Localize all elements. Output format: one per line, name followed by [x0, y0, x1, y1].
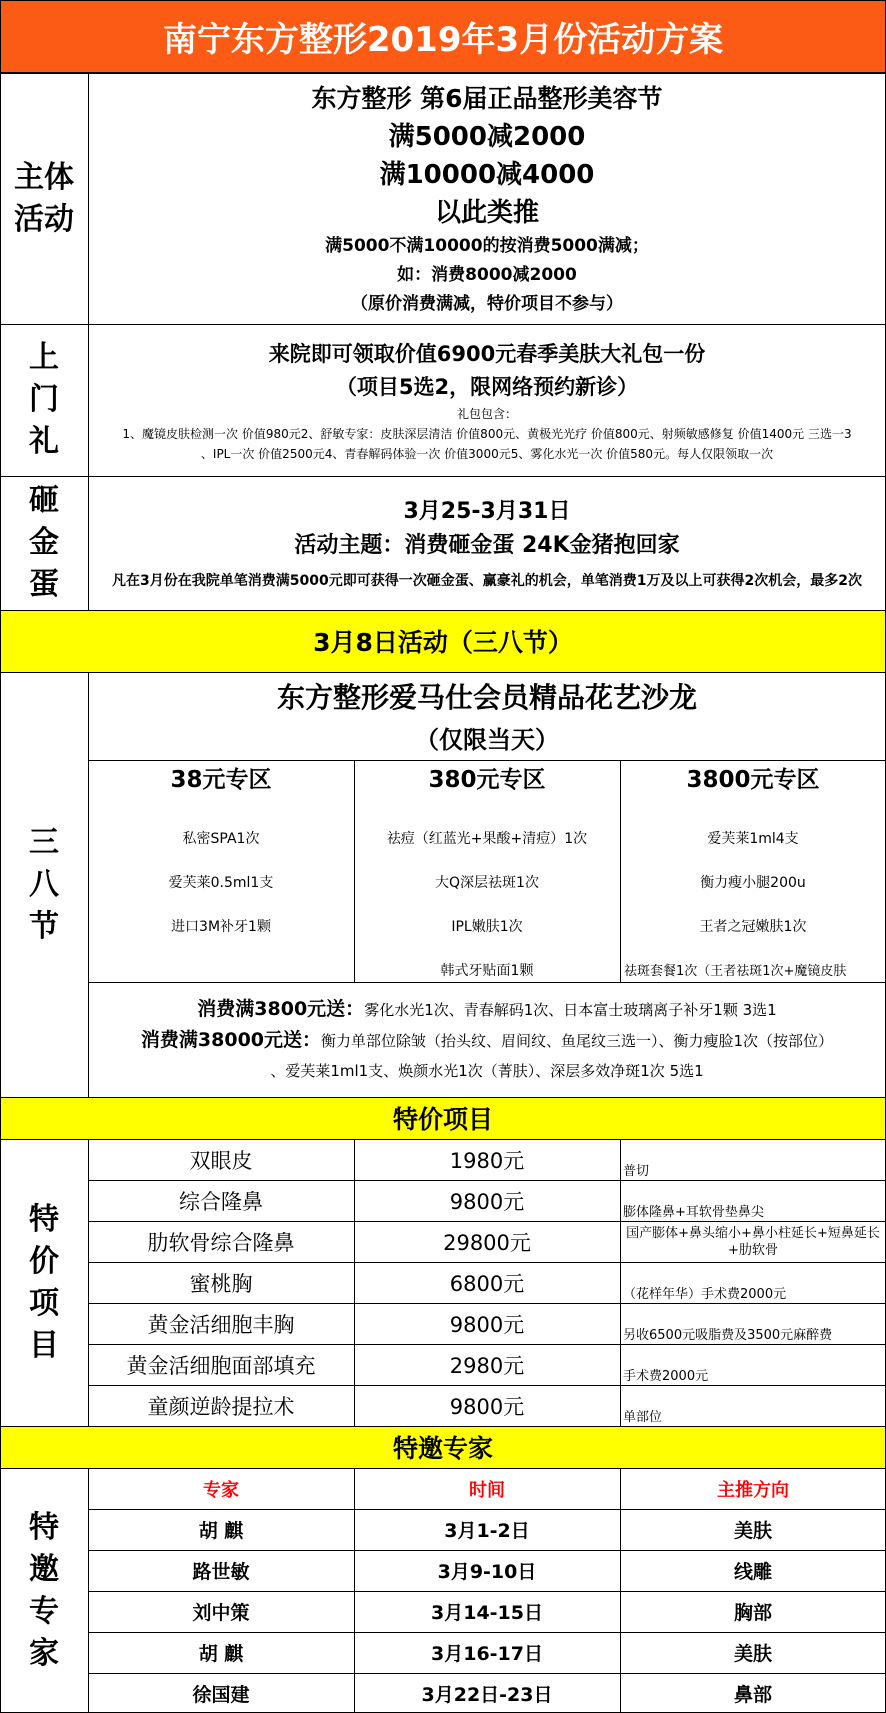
womens-day-banner [0, 610, 886, 672]
zone-380-title: 380元专区 [428, 767, 546, 793]
special-item-note: 手术费2000元 [623, 1369, 709, 1384]
special-item-price: 9800元 [449, 1312, 525, 1337]
special-table [88, 1139, 886, 1426]
special-item-note: 单部位 [623, 1410, 663, 1425]
zone-38-title: 38元专区 [170, 767, 272, 793]
page-title-text: 南宁东方整形2019年3月份活动方案 [162, 20, 724, 60]
experts-banner-text: 特邀专家 [392, 1434, 493, 1463]
header-focus: 主推方向 [717, 1479, 789, 1501]
main-sub-1: 满5000不满10000的按消费5000满减； [325, 235, 649, 256]
special-item-price: 29800元 [443, 1230, 531, 1255]
special-item-name: 双眼皮 [189, 1148, 253, 1173]
zone-380-item: 韩式牙贴面1颗 [440, 963, 534, 979]
expert-date: 3月9-10日 [437, 1561, 537, 1583]
egg-content [92, 480, 882, 606]
special-item-name: 黄金活细胞面部填充 [126, 1353, 316, 1378]
special-label-text: 特 价 项 目 [29, 1201, 59, 1363]
table-row [88, 1262, 886, 1303]
special-item-name: 综合隆鼻 [179, 1189, 263, 1214]
gift-label [0, 324, 88, 476]
table-header [88, 1468, 886, 1509]
expert-date: 3月22日-23日 [421, 1683, 553, 1706]
special-item-name: 肋软骨综合隆鼻 [147, 1230, 295, 1255]
womens-day-label [0, 672, 88, 1097]
special-item-note: （花样年华）手术费2000元 [623, 1287, 787, 1302]
table-row [88, 1550, 886, 1591]
main-line-3: 满10000减4000 [379, 159, 595, 190]
expert-date: 3月1-2日 [444, 1520, 530, 1542]
expert-name: 徐国建 [192, 1683, 250, 1706]
special-item-note: 普切 [623, 1164, 650, 1179]
special-banner [0, 1097, 886, 1139]
expert-name: 胡 麒 [198, 1520, 244, 1542]
table-row [88, 1303, 886, 1344]
zone-380-item: 大Q深层祛斑1次 [435, 875, 539, 891]
zone-3800-item: 王者之冠嫩肤1次 [699, 919, 807, 935]
gift-38000-line [88, 1025, 886, 1056]
main-line-4: 以此类推 [434, 197, 539, 228]
gift-3800-label: 消费满3800元送： [197, 998, 365, 1020]
table-row [88, 1180, 886, 1221]
gift-line-2: （项目5选2，限网络预约新诊） [335, 375, 639, 399]
main-line-1: 东方整形 第6届正品整形美容节 [311, 83, 663, 113]
table-row [88, 1221, 886, 1262]
special-item-name: 蜜桃胸 [189, 1271, 253, 1296]
main-sub-3: （原价消费满减，特价项目不参与） [351, 293, 623, 314]
egg-theme: 活动主题：消费砸金蛋 24K金猪抱回家 [294, 533, 680, 558]
special-item-note: 国产膨体+鼻头缩小+鼻小柱延长+短鼻延长+肋软骨 [626, 1225, 880, 1258]
main-activity-label [0, 73, 88, 324]
zone-3800-item: 衡力瘦小腿200u [700, 875, 806, 891]
expert-name: 胡 麒 [198, 1643, 244, 1665]
experts-banner [0, 1426, 886, 1468]
special-label [0, 1139, 88, 1426]
gift-38000-text: 衡力单部位除皱（抬头纹、眉间纹、鱼尾纹三选一）、衡力瘦脸1次（按部位） [321, 1032, 834, 1050]
womens-day-label-text: 三 八 节 [29, 824, 59, 944]
experts-label [0, 1468, 88, 1713]
main-activity-content [88, 78, 886, 320]
zone-38-item: 爱芙莱0.5ml1支 [168, 875, 274, 891]
womens-day-title-text: 东方整形爱马仕会员精品花艺沙龙 [276, 681, 697, 714]
womens-day-subtitle [88, 718, 886, 756]
special-item-price: 2980元 [449, 1353, 525, 1378]
main-activity-label-text: 主体 活动 [14, 159, 74, 237]
zone-380 [354, 760, 620, 982]
gift-content [88, 330, 886, 472]
gift-line-1: 来院即可领取价值6900元春季美肤大礼包一份 [268, 342, 706, 366]
table-row [88, 1509, 886, 1550]
special-item-note: 另收6500元吸脂费及3500元麻醉费 [623, 1328, 833, 1343]
zone-38 [88, 760, 354, 982]
zone-380-item: IPL嫩肤1次 [451, 919, 523, 935]
special-banner-text: 特价项目 [392, 1105, 493, 1134]
expert-focus: 胸部 [733, 1602, 772, 1624]
zone-3800-item: 祛斑套餐1次（王者祛斑1次+魔镜皮肤 [624, 964, 847, 979]
gift-3800-text: 雾化水光1次、青春解码1次、日本富士玻璃离子补牙1颗 3选1 [364, 1001, 777, 1019]
expert-focus: 鼻部 [733, 1683, 772, 1706]
special-item-price: 1980元 [449, 1148, 525, 1173]
expert-name: 刘中策 [192, 1602, 250, 1624]
egg-desc: 凡在3月份在我院单笔消费满5000元即可获得一次砸金蛋、赢豪礼的机会，单笔消费1万及以上可获得2次机会，最多2次 [112, 573, 862, 589]
expert-date: 3月14-15日 [431, 1602, 543, 1624]
zone-380-item: 祛痘（红蓝光+果酸+清痘）1次 [386, 831, 588, 847]
egg-label [0, 476, 88, 610]
expert-name: 路世敏 [192, 1561, 250, 1583]
table-row [88, 1673, 886, 1713]
special-item-name: 童颜逆龄提拉术 [147, 1394, 295, 1419]
gift-3800-line [88, 994, 886, 1025]
gift-label-text: 上 门 礼 [29, 340, 59, 459]
expert-date: 3月16-17日 [431, 1643, 543, 1665]
table-row [88, 1591, 886, 1632]
gift-small-title: 礼包包含： [456, 407, 517, 421]
womens-day-banner-text: 3月8日活动（三八节） [313, 628, 573, 657]
gift-small-1: 1、魔镜皮肤检测一次 价值980元2、舒敏专家：皮肤深层清洁 价值800元、黄极光光疗 价值800元、射频敏感修复 价值1400元 三选一3 [122, 427, 852, 441]
gift-38000-line-2: 、爱芙莱1ml1支、焕颜水光1次（菁肤）、深层多效净斑1次 5选1 [270, 1062, 704, 1080]
special-item-price: 9800元 [449, 1189, 525, 1214]
page-title [0, 0, 886, 73]
header-time: 时间 [469, 1479, 505, 1501]
egg-label-text: 砸 金 蛋 [29, 483, 59, 602]
gift-38000-label: 消费满38000元送： [140, 1029, 322, 1051]
special-item-name: 黄金活细胞丰胸 [147, 1312, 295, 1337]
womens-day-title [88, 675, 886, 717]
experts-label-text: 特 邀 专 家 [29, 1509, 59, 1671]
special-item-price: 9800元 [449, 1394, 525, 1419]
womens-day-subtitle-text: （仅限当天） [415, 725, 559, 754]
zone-38-item: 私密SPA1次 [182, 831, 260, 847]
zone-3800 [620, 760, 886, 982]
egg-date: 3月25-3月31日 [403, 499, 571, 524]
zone-3800-item: 爱芙莱1ml4支 [707, 831, 799, 847]
table-row [88, 1139, 886, 1180]
zone-3800-title: 3800元专区 [686, 767, 820, 793]
table-row [88, 1344, 886, 1385]
special-item-note: 膨体隆鼻+耳软骨垫鼻尖 [623, 1205, 764, 1220]
header-expert: 专家 [203, 1479, 239, 1501]
spend-gifts [88, 990, 886, 1094]
main-sub-2: 如：消费8000减2000 [397, 264, 577, 285]
zone-38-item: 进口3M补牙1颗 [171, 919, 271, 935]
expert-focus: 线雕 [733, 1561, 772, 1583]
special-item-price: 6800元 [449, 1271, 525, 1296]
gift-small-2: 、IPL一次 价值2500元4、青春解码体验一次 价值3000元5、雾化水光一次 价值580元。每人仅限领取一次 [200, 447, 774, 461]
expert-focus: 美肤 [733, 1520, 772, 1542]
main-line-2: 满5000减2000 [388, 121, 586, 152]
table-row [88, 1632, 886, 1673]
table-row [88, 1385, 886, 1426]
expert-focus: 美肤 [733, 1643, 772, 1665]
